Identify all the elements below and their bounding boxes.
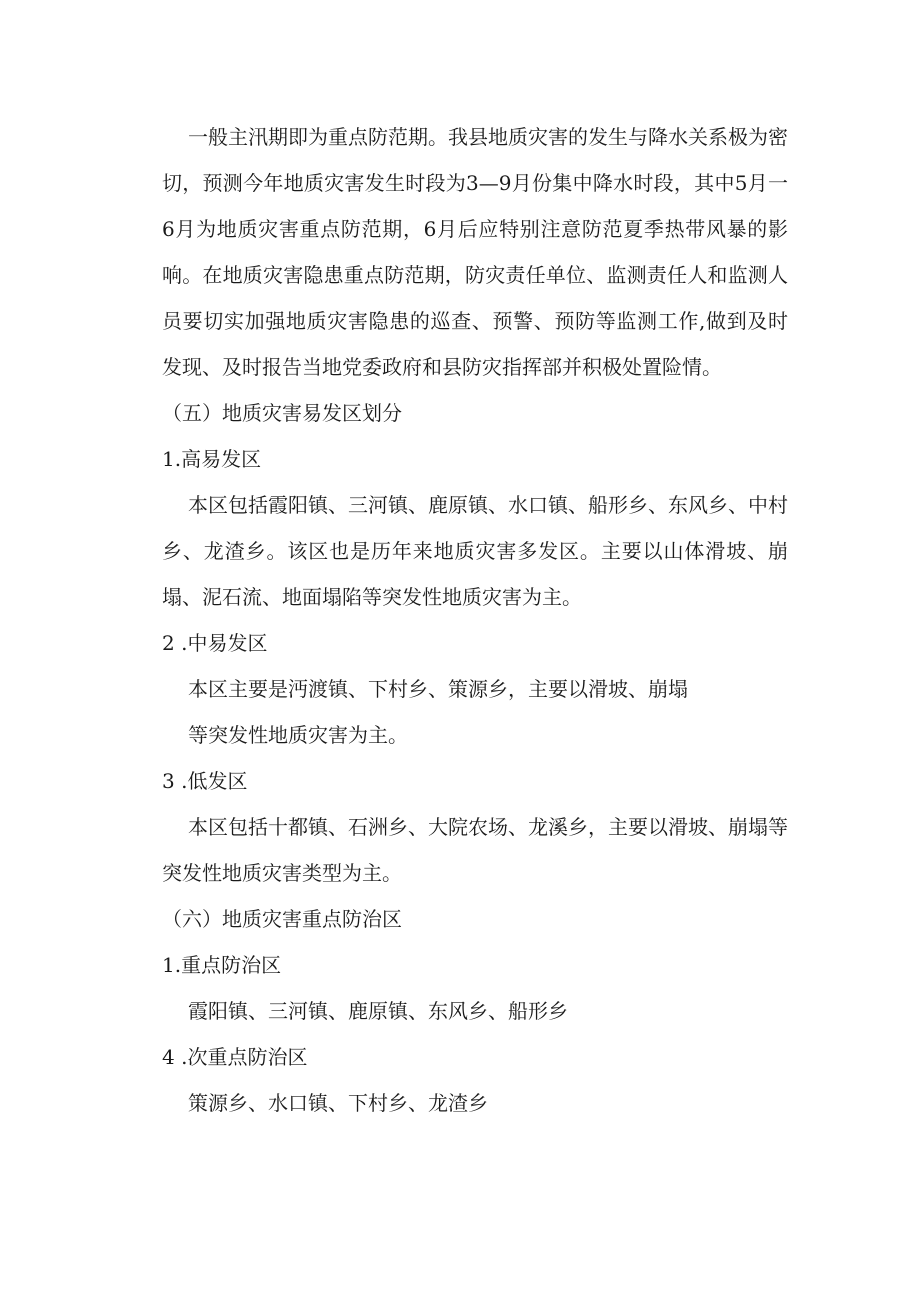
paragraph-medium-zone-line2: 等突发性地质灾害为主。 (188, 723, 408, 747)
section-heading-5: （五）地质灾害易发区划分 (162, 401, 402, 425)
paragraph-key-zone: 霞阳镇、三河镇、鹿原镇、东风乡、船形乡 (188, 999, 568, 1023)
paragraph-medium-zone-line1: 本区主要是沔渡镇、下村乡、策源乡，主要以滑坡、崩塌 (188, 677, 688, 701)
subsection-heading-secondary: 4 .次重点防治区 (162, 1045, 308, 1069)
paragraph-high-zone: 本区包括霞阳镇、三河镇、鹿原镇、水口镇、船形乡、东风乡、中村乡、龙渣乡。该区也是历年来地质灾害多发区。主要以山体滑坡、崩塌、泥石流、地面塌陷等突发性地质灾害为主。 (162, 493, 788, 609)
subsection-heading-low: 3 .低发区 (162, 769, 248, 793)
paragraph-secondary-zone: 策源乡、水口镇、下村乡、龙渣乡 (188, 1091, 488, 1115)
paragraph-flood-season: 一般主汛期即为重点防范期。我县地质灾害的发生与降水关系极为密切，预测今年地质灾害发生时段为3—9月份集中降水时段，其中5月一6月为地质灾害重点防范期，6月后应特别注意防范夏季热带风暴的影响。在地质灾害隐患重点防范期，防灾责任单位、监测责任人和监测人员要切实加强地质灾害隐患的巡查、预警、预防等监测工作,做到及时发现、及时报告当地党委政府和县防灾指挥部并积极处置险情。 (162, 125, 788, 379)
subsection-heading-key: 1.重点防治区 (162, 953, 282, 977)
paragraph-low-zone: 本区包括十都镇、石洲乡、大院农场、龙溪乡，主要以滑坡、崩塌等突发性地质灾害类型为主。 (162, 815, 788, 885)
subsection-heading-high: 1.高易发区 (162, 447, 262, 471)
section-heading-6: （六）地质灾害重点防治区 (162, 907, 402, 931)
subsection-heading-medium: 2 .中易发区 (162, 631, 268, 655)
document-body (162, 114, 788, 1126)
